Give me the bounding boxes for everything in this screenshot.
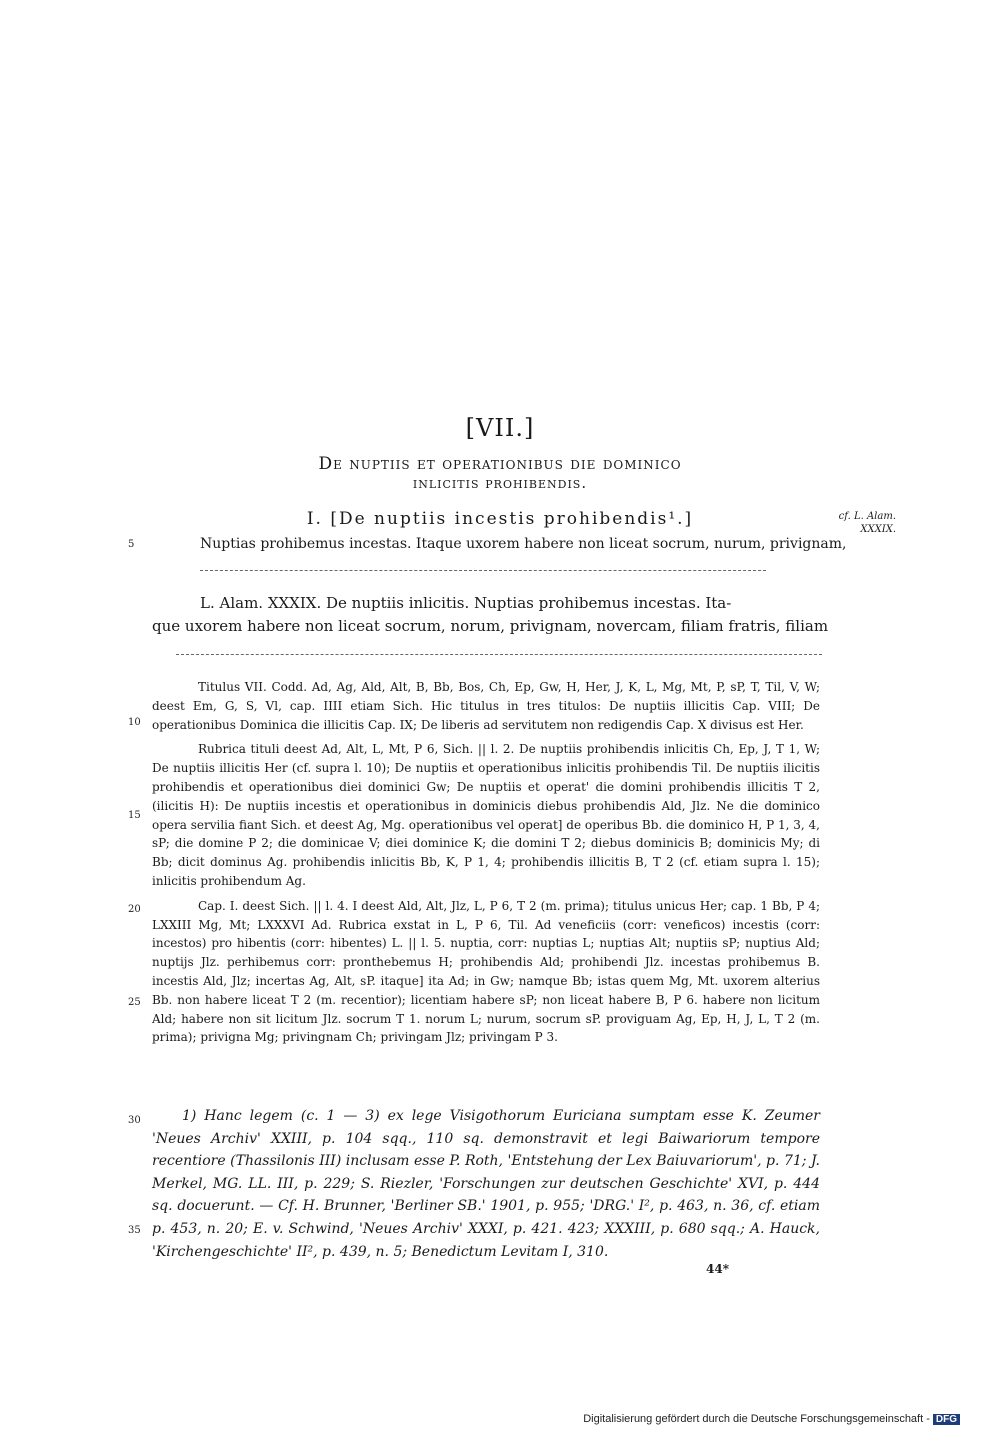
alamannorum-line-2: que uxorem habere non liceat socrum, norum, privignam, novercam, filiam fratris, filiam xyxy=(152,617,829,635)
divider-dashed-1 xyxy=(200,570,766,572)
line-number-5: 5 xyxy=(128,539,135,550)
chapter-heading: I. [De nuptiis incestis prohibendis¹.] xyxy=(306,509,694,529)
apparatus-paragraph: Titulus VII. Codd. Ad, Ag, Ald, Alt, B, Bb, Bos, Ch, Ep, Gw, H, Her, J, K, L, Mg, Mt, P, sP, T, Til, V, W; deest Em, G, S, Vl, cap. IIII etiam Sich. Hic titulus in tres titulos: De nuptiis illicitis Cap. VIII; De operationibus Dominica die illicitis Cap. IX; De liberis ad servitutem non redigendis Cap. X divisus est Her. xyxy=(152,680,820,732)
line-number-15: 15 xyxy=(128,810,141,821)
title-heading-line1: De nuptiis et operationibus die dominico xyxy=(318,454,682,474)
line-number-25: 25 xyxy=(128,997,141,1008)
line-number-20: 20 xyxy=(128,904,141,915)
margin-reference: cf. L. Alam. XXXIX. xyxy=(838,511,896,535)
page-number: 44* xyxy=(706,1262,729,1276)
section-number: [VII.] xyxy=(465,414,535,442)
line-number-30: 30 xyxy=(128,1115,141,1126)
alamannorum-line-1: L. Alam. XXXIX. De nuptiis inlicitis. Nuptias prohibemus incestas. Ita- xyxy=(200,594,732,612)
critical-apparatus xyxy=(152,678,820,1053)
main-text-line: Nuptias prohibemus incestas. Itaque uxorem habere non liceat socrum, nurum, privignam, xyxy=(200,536,847,552)
apparatus-paragraph: Cap. I. deest Sich. || l. 4. I deest Ald, Alt, Jlz, L, P 6, T 2 (m. prima); titulus unicus Her; cap. 1 Bb, P 4; LXXIII Mg, Mt; LXXXVI Ad. Rubrica exstat in L, P 6, Til. Ad veneficiis (corr: veneficos) incestis (corr: incestos) pro hibentis (corr: hibentes) L. || l. 5. nuptia, corr: nuptias L; nuptias Alt; nuptiis sP; nuptius Ald; nuptijs Jlz. perhibemus corr: pronthebemus H; prohibendis Ald; prohibendi Jlz. incestas prohibemus B. incestis Ald, Jlz; incertas Ag, Alt, sP. itaque] ita Ad; in Gw; namque Bb; istas quem Mg, Mt. uxorem alterius Bb. non habere liceat T 2 (m. recentior); licentiam habere sP; non liceat habere B, P 6. habere non licitum Ald; habere non sit licitum Jlz. socrum T 1. norum L; nurum, socrum sP. proviguam Ag, Ep, H, J, L, T 2 (m. prima); privigna Mg; privingnam Ch; privingam Jlz; privingam P 3. xyxy=(152,898,820,1045)
footer-text: Digitalisierung gefördert durch die Deutsche Forschungsgemeinschaft - xyxy=(583,1413,930,1425)
dfg-logo: DFG xyxy=(933,1414,960,1425)
digitization-footer xyxy=(583,1413,960,1425)
apparatus-paragraph: Rubrica tituli deest Ad, Alt, L, Mt, P 6, Sich. || l. 2. De nuptiis prohibendis inlicitis Ch, Ep, J, T 1, W; De nuptiis illicitis Her (cf. supra l. 10); De nuptiis et operationibus inlicitis prohibendis Til. De nuptiis ilicitis prohibendis et operationibus diei dominici Gw; De nuptiis et operat' die domini prohibendis illicitis T 2, (ilicitis H): De nuptiis incestis et operationibus in dominicis diebus prohibendis Ald, Jlz. Ne die dominico opera servilia fiant Sich. et deest Ag, Mg. operationibus vel operat] de operibus Bb. die dominico H, P 1, 3, 4, sP; die domine P 2; die dominicae V; diei dominice K; die domini T 2; diebus dominicis B; dominicis My; di Bb; dicit dominus Ag. prohibendis inlicitis Bb, K, P 1, 4; prohibendis illicitis B, T 2 (cf. etiam supra l. 15); inlicitis prohibendum Ag. xyxy=(152,742,820,888)
divider-dashed-2 xyxy=(176,654,822,656)
title-heading-line2: inlicitis prohibendis. xyxy=(412,474,588,492)
line-number-10: 10 xyxy=(128,717,141,728)
footnote: 1) Hanc legem (c. 1 — 3) ex lege Visigothorum Euriciana sumptam esse K. Zeumer 'Neues Archiv' XXIII, p. 104 sqq., 110 sq. demonstravit et legi Baiwariorum tempore recentiore (Thassilonis III) inclusam esse P. Roth, 'Entstehung der Lex Baiuvariorum', p. 71; J. Merkel, MG. LL. III, p. 229; S. Riezler, 'Forschungen zur deutschen Geschichte' XVI, p. 444 sq. docuerunt. — Cf. H. Brunner, 'Berliner SB.' 1901, p. 955; 'DRG.' I², p. 463, n. 36, cf. etiam p. 453, n. 20; E. v. Schwind, 'Neues Archiv' XXXI, p. 421. 423; XXXIII, p. 680 sqq.; A. Hauck, 'Kirchengeschichte' II², p. 439, n. 5; Benedictum Levitam I, 310. xyxy=(152,1108,820,1260)
line-number-35: 35 xyxy=(128,1225,141,1236)
